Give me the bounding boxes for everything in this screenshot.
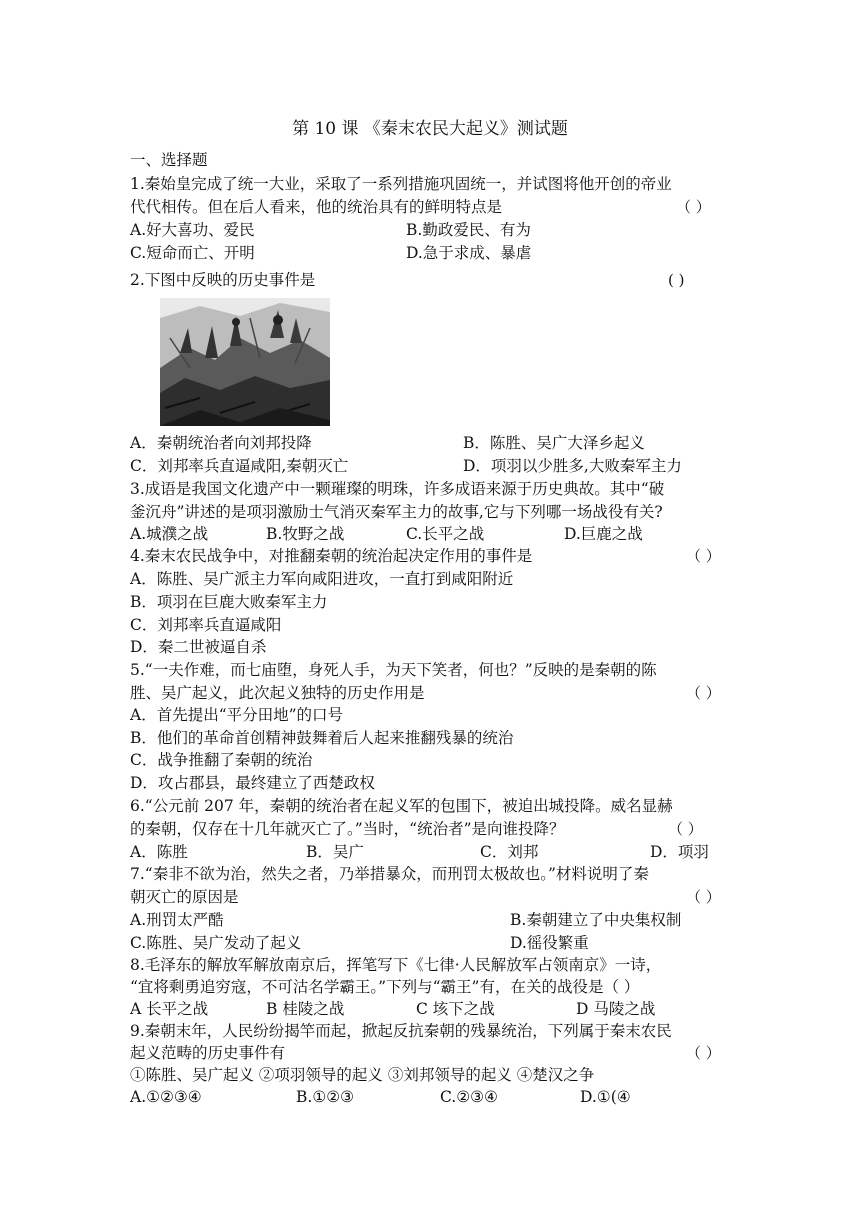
- q9-stem-line2: 起义范畴的历史事件有: [130, 1044, 286, 1062]
- q2-option-a: A．秦朝统治者向刘邦投降: [130, 434, 312, 452]
- q7-stem-line1: 7.“秦非不欲为治，然失之者，乃举措暴众，而刑罚太极故也。”材料说明了秦: [130, 865, 649, 883]
- q5-option-b: B．他们的革命首创精神鼓舞着后人起来推翻残暴的统治: [130, 729, 514, 747]
- q4-option-b: B．项羽在巨鹿大败秦军主力: [130, 593, 328, 611]
- q2-option-b: B．陈胜、吴广大泽乡起义: [463, 434, 645, 452]
- q5-stem-line2: 胜、吴广起义，此次起义独特的历史作用是: [130, 684, 425, 702]
- q4-stem-line1: 4.秦末农民战争中，对推翻秦朝的统治起决定作用的事件是: [130, 547, 533, 565]
- q4-option-c: C．刘邦率兵直逼咸阳: [130, 616, 282, 634]
- q9-stem-line1: 9.秦朝末年，人民纷纷揭竿而起，掀起反抗秦朝的残暴统治，下列属于秦末农民: [130, 1022, 672, 1040]
- q5-answer-bracket: （ ）: [686, 684, 721, 702]
- q2-option-d: D．项羽以少胜多,大败秦军主力: [463, 457, 682, 475]
- q8-option-d: D 马陵之战: [576, 1000, 656, 1018]
- q9-option-d: D.①(④: [580, 1088, 631, 1106]
- q4-option-d: D．秦二世被逼自杀: [130, 638, 267, 656]
- q9-option-a: A.①②③④: [130, 1088, 202, 1106]
- q3-stem-line1: 3.成语是我国文化遗产中一颗璀璨的明珠，许多成语来源于历史典故。其中“破: [130, 480, 665, 498]
- q2-stem-line1: 2.下图中反映的历史事件是: [130, 271, 316, 289]
- q9-answer-bracket: （ ）: [686, 1044, 721, 1062]
- q6-option-c: C．刘邦: [480, 843, 539, 861]
- q9-option-b: B.①②③: [296, 1088, 355, 1106]
- q7-option-d: D.徭役繁重: [510, 934, 589, 952]
- q4-answer-bracket: （ ）: [686, 547, 721, 565]
- q8-option-b: B 桂陵之战: [266, 1000, 345, 1018]
- q7-option-a: A.刑罚太严酷: [130, 911, 224, 929]
- q3-option-d: D.巨鹿之战: [564, 525, 643, 543]
- q1-option-a: A.好大喜功、爱民: [130, 221, 255, 239]
- q4-option-a: A．陈胜、吴广派主力军向咸阳进攻，一直打到咸阳附近: [130, 570, 514, 588]
- q2-answer-bracket: ( ): [668, 271, 685, 289]
- q6-stem-line2: 的秦朝，仅存在十几年就灭亡了。”当时，“统治者”是向谁投降？: [130, 820, 565, 838]
- q3-option-b: B.牧野之战: [266, 525, 345, 543]
- q8-stem-line2: “宜将剩勇追穷寇，不可沽名学霸王。”下列与“霸王”有，在关的战役是（ ）: [130, 978, 640, 996]
- q5-option-d: D．攻占郡县，最终建立了西楚政权: [130, 774, 375, 792]
- q6-stem-line1: 6.“公元前 207 年，秦朝的统治者在起义军的包围下，被迫出城投降。威名显赫: [130, 797, 673, 815]
- q1-option-b: B.勤政爱民、有为: [406, 221, 531, 239]
- q5-option-a: A．首先提出“平分田地”的口号: [130, 706, 344, 724]
- q1-stem-line2: 代代相传。但在后人看来，他的统治具有的鲜明特点是: [130, 198, 503, 216]
- q1-option-d: D.急于求成、暴虐: [406, 244, 532, 262]
- q1-stem-line1: 1.秦始皇完成了统一大业，采取了一系列措施巩固统一，并试图将他开创的帝业: [130, 175, 672, 193]
- q3-stem-line2: 釜沉舟”讲述的是项羽激励士气消灭秦军主力的故事,它与下列哪一场战役有关?: [130, 503, 663, 521]
- q3-option-c: C.长平之战: [406, 525, 485, 543]
- q6-answer-bracket: （ ）: [668, 820, 703, 838]
- section-heading: 一、选择题: [130, 151, 208, 169]
- q6-option-b: B．吴广: [306, 843, 364, 861]
- q8-option-c: C 垓下之战: [416, 1000, 495, 1018]
- q8-option-a: A 长平之战: [130, 1000, 209, 1018]
- q7-option-c: C.陈胜、吴广发动了起义: [130, 934, 302, 952]
- q9-items: ①陈胜、吴广起义 ②项羽领导的起义 ③刘邦领导的起义 ④楚汉之争: [130, 1066, 595, 1084]
- q2-option-c: C．刘邦率兵直逼咸阳,秦朝灭亡: [130, 457, 349, 475]
- q1-option-c: C.短命而亡、开明: [130, 244, 255, 262]
- q3-option-a: A.城濮之战: [130, 525, 209, 543]
- q5-option-c: C．战争推翻了秦朝的统治: [130, 751, 313, 769]
- battle-scene-image: [160, 298, 330, 426]
- page-title: 第 10 课 《秦末农民大起义》测试题: [292, 119, 568, 139]
- q5-stem-line1: 5.“一夫作难，而七庙堕，身死人手，为天下笑者，何也？”反映的是秦朝的陈: [130, 661, 657, 679]
- q1-answer-bracket: （ ）: [676, 198, 711, 216]
- q6-option-d: D．项羽: [650, 843, 709, 861]
- q7-stem-line2: 朝灭亡的原因是: [130, 888, 239, 906]
- q8-stem-line1: 8.毛泽东的解放军解放南京后，挥笔写下《七律·人民解放军占领南京》一诗，: [130, 956, 662, 974]
- q7-answer-bracket: （ ）: [686, 888, 721, 906]
- q7-option-b: B.秦朝建立了中央集权制: [510, 911, 682, 929]
- q6-option-a: A．陈胜: [130, 843, 188, 861]
- q9-option-c: C.②③④: [440, 1088, 498, 1106]
